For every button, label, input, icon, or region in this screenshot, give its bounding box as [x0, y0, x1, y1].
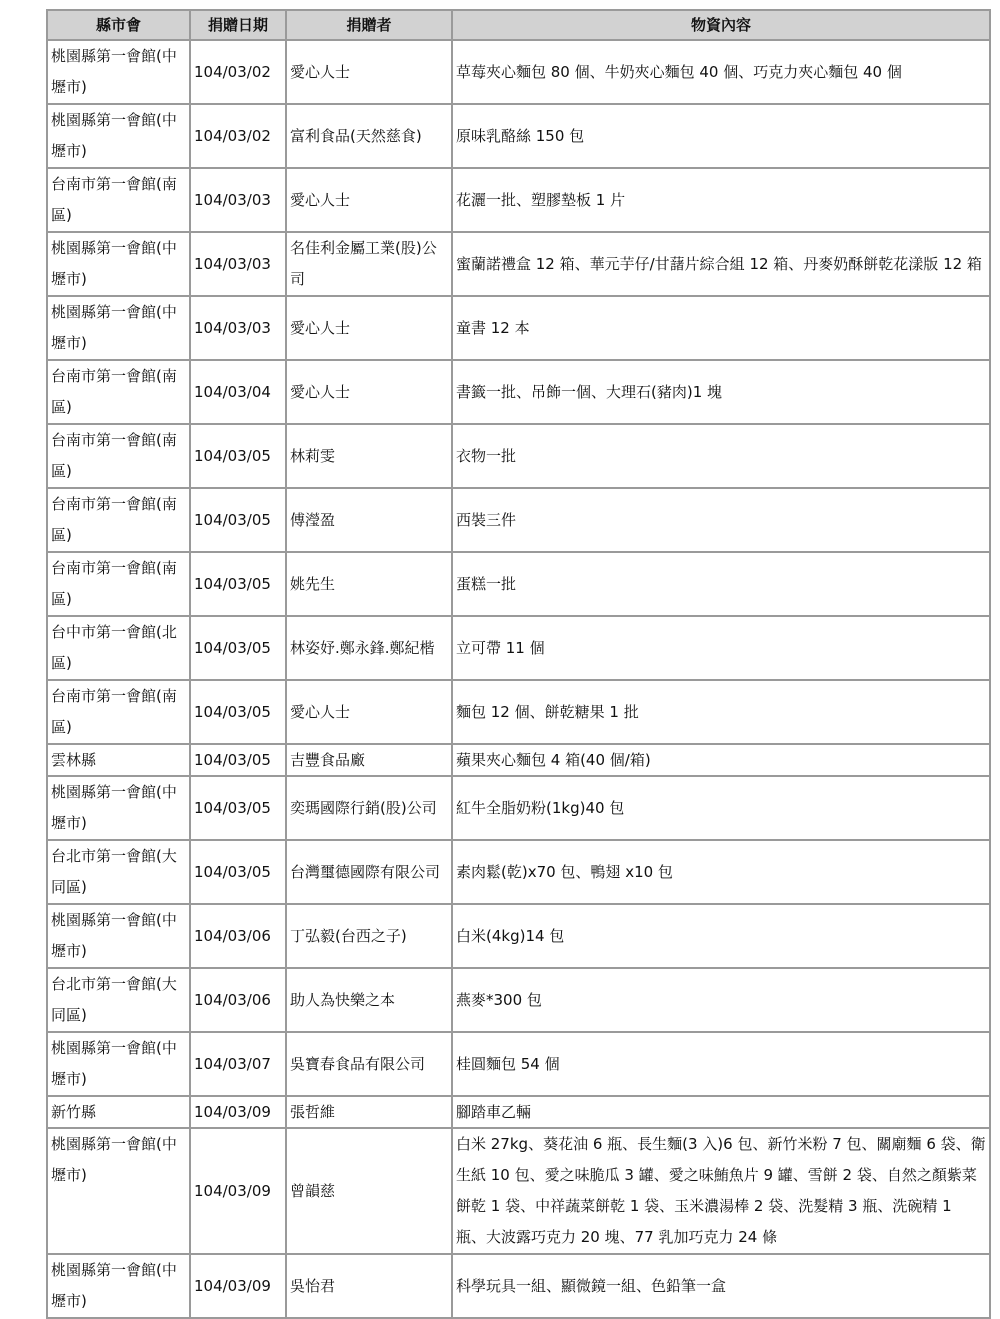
- cell-items: 蜜蘭諾禮盒 12 箱、華元芋仔/甘藷片綜合組 12 箱、丹麥奶酥餅乾花漾版 12 箱: [452, 232, 990, 296]
- table-row: [47, 296, 990, 360]
- cell-donor: 愛心人士: [286, 168, 452, 232]
- cell-donor: 吉豐食品廠: [286, 744, 452, 776]
- cell-donor: 名佳利金屬工業(股)公司: [286, 232, 452, 296]
- cell-county: 桃園縣第一會館(中壢市): [47, 1254, 190, 1318]
- col-header-donor: 捐贈者: [286, 10, 452, 40]
- cell-donor: 吳寶春食品有限公司: [286, 1032, 452, 1096]
- table-header-row: [47, 10, 990, 40]
- cell-items: 立可帶 11 個: [452, 616, 990, 680]
- cell-date: 104/03/09: [190, 1254, 286, 1318]
- cell-items: 蛋糕一批: [452, 552, 990, 616]
- col-header-date: 捐贈日期: [190, 10, 286, 40]
- cell-county: 新竹縣: [47, 1096, 190, 1128]
- cell-donor: 台灣璽德國際有限公司: [286, 840, 452, 904]
- cell-date: 104/03/05: [190, 776, 286, 840]
- cell-donor: 愛心人士: [286, 680, 452, 744]
- cell-county: 台北市第一會館(大同區): [47, 968, 190, 1032]
- donation-table: [46, 9, 991, 1319]
- table-row: [47, 40, 990, 104]
- cell-items: 素肉鬆(乾)x70 包、鴨翅 x10 包: [452, 840, 990, 904]
- cell-county: 桃園縣第一會館(中壢市): [47, 40, 190, 104]
- cell-date: 104/03/03: [190, 296, 286, 360]
- cell-donor: 丁弘毅(台西之子): [286, 904, 452, 968]
- col-header-items: 物資內容: [452, 10, 990, 40]
- cell-date: 104/03/03: [190, 232, 286, 296]
- cell-items: 書籤一批、吊飾一個、大理石(豬肉)1 塊: [452, 360, 990, 424]
- cell-date: 104/03/07: [190, 1032, 286, 1096]
- cell-county: 台南市第一會館(南區): [47, 680, 190, 744]
- cell-county: 台中市第一會館(北區): [47, 616, 190, 680]
- cell-county: 桃園縣第一會館(中壢市): [47, 1128, 190, 1254]
- table-row: [47, 776, 990, 840]
- cell-county: 雲林縣: [47, 744, 190, 776]
- cell-county: 桃園縣第一會館(中壢市): [47, 232, 190, 296]
- cell-items: 草莓夾心麵包 80 個、牛奶夾心麵包 40 個、巧克力夾心麵包 40 個: [452, 40, 990, 104]
- cell-county: 桃園縣第一會館(中壢市): [47, 1032, 190, 1096]
- cell-date: 104/03/02: [190, 40, 286, 104]
- table-row: [47, 616, 990, 680]
- cell-date: 104/03/05: [190, 680, 286, 744]
- cell-county: 台南市第一會館(南區): [47, 488, 190, 552]
- cell-county: 台南市第一會館(南區): [47, 168, 190, 232]
- cell-county: 桃園縣第一會館(中壢市): [47, 104, 190, 168]
- cell-date: 104/03/05: [190, 424, 286, 488]
- cell-donor: 愛心人士: [286, 296, 452, 360]
- table-row: [47, 744, 990, 776]
- table-row: [47, 680, 990, 744]
- cell-items: 紅牛全脂奶粉(1kg)40 包: [452, 776, 990, 840]
- cell-items: 童書 12 本: [452, 296, 990, 360]
- cell-date: 104/03/06: [190, 968, 286, 1032]
- cell-donor: 奕瑪國際行銷(股)公司: [286, 776, 452, 840]
- table-row: [47, 840, 990, 904]
- cell-items: 桂圓麵包 54 個: [452, 1032, 990, 1096]
- cell-items: 花灑一批、塑膠墊板 1 片: [452, 168, 990, 232]
- cell-items: 衣物一批: [452, 424, 990, 488]
- table-row: [47, 1254, 990, 1318]
- cell-county: 桃園縣第一會館(中壢市): [47, 776, 190, 840]
- cell-donor: 張哲維: [286, 1096, 452, 1128]
- cell-donor: 林姿妤.鄭永鋒.鄭紀楷: [286, 616, 452, 680]
- cell-donor: 傅瀅盈: [286, 488, 452, 552]
- cell-date: 104/03/02: [190, 104, 286, 168]
- table-row: [47, 1128, 990, 1254]
- cell-date: 104/03/09: [190, 1096, 286, 1128]
- table-row: [47, 968, 990, 1032]
- cell-donor: 助人為快樂之本: [286, 968, 452, 1032]
- cell-date: 104/03/05: [190, 744, 286, 776]
- cell-donor: 曾韻慈: [286, 1128, 452, 1254]
- table-row: [47, 104, 990, 168]
- cell-date: 104/03/05: [190, 840, 286, 904]
- cell-date: 104/03/05: [190, 488, 286, 552]
- cell-county: 台南市第一會館(南區): [47, 424, 190, 488]
- table-row: [47, 1032, 990, 1096]
- cell-county: 台南市第一會館(南區): [47, 360, 190, 424]
- table-row: [47, 232, 990, 296]
- table-row: [47, 360, 990, 424]
- cell-county: 桃園縣第一會館(中壢市): [47, 904, 190, 968]
- cell-donor: 愛心人士: [286, 360, 452, 424]
- cell-donor: 吳怡君: [286, 1254, 452, 1318]
- cell-date: 104/03/04: [190, 360, 286, 424]
- cell-items: 原味乳酪絲 150 包: [452, 104, 990, 168]
- cell-items: 蘋果夾心麵包 4 箱(40 個/箱): [452, 744, 990, 776]
- cell-donor: 姚先生: [286, 552, 452, 616]
- cell-items: 麵包 12 個、餅乾糖果 1 批: [452, 680, 990, 744]
- table-row: [47, 904, 990, 968]
- cell-county: 台南市第一會館(南區): [47, 552, 190, 616]
- table-body: [47, 40, 990, 1318]
- cell-date: 104/03/03: [190, 168, 286, 232]
- cell-donor: 愛心人士: [286, 40, 452, 104]
- cell-donor: 富利食品(天然慈食): [286, 104, 452, 168]
- table-row: [47, 424, 990, 488]
- cell-county: 台北市第一會館(大同區): [47, 840, 190, 904]
- table-row: [47, 1096, 990, 1128]
- cell-items: 腳踏車乙輛: [452, 1096, 990, 1128]
- cell-items: 白米 27kg、葵花油 6 瓶、長生麵(3 入)6 包、新竹米粉 7 包、關廟麵 6 袋、衛生紙 10 包、愛之味脆瓜 3 罐、愛之味鮪魚片 9 罐、雪餅 2 袋、自然之顏紫菜餅乾 1 袋、中祥蔬菜餅乾 1 袋、玉米濃湯棒 2 袋、洗髮精 3 瓶、洗碗精 1 瓶、大波露巧克力 20 塊、77 乳加巧克力 24 條: [452, 1128, 990, 1254]
- table-row: [47, 168, 990, 232]
- cell-date: 104/03/05: [190, 616, 286, 680]
- cell-items: 西裝三件: [452, 488, 990, 552]
- cell-items: 科學玩具一組、顯微鏡一組、色鉛筆一盒: [452, 1254, 990, 1318]
- cell-donor: 林莉雯: [286, 424, 452, 488]
- cell-county: 桃園縣第一會館(中壢市): [47, 296, 190, 360]
- cell-date: 104/03/05: [190, 552, 286, 616]
- cell-date: 104/03/06: [190, 904, 286, 968]
- cell-date: 104/03/09: [190, 1128, 286, 1254]
- col-header-county: 縣市會: [47, 10, 190, 40]
- cell-items: 白米(4kg)14 包: [452, 904, 990, 968]
- table-row: [47, 488, 990, 552]
- cell-items: 燕麥*300 包: [452, 968, 990, 1032]
- table-row: [47, 552, 990, 616]
